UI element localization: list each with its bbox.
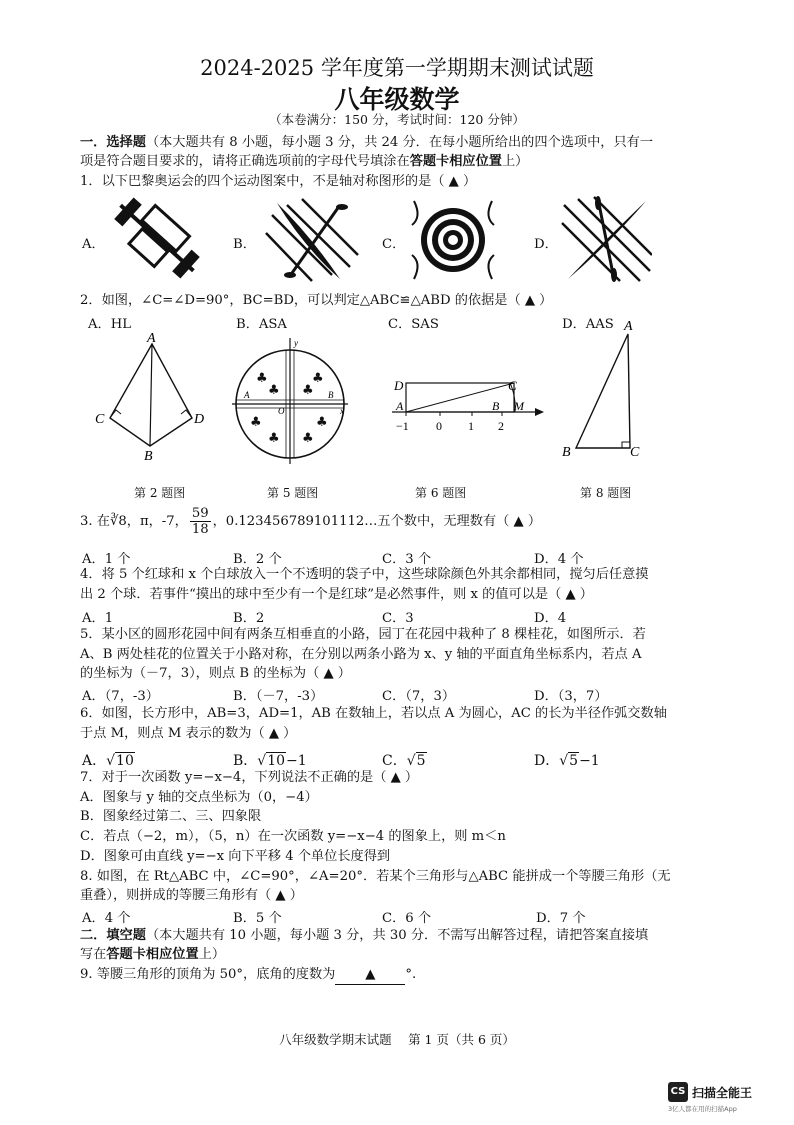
q6-option-c — [382, 750, 427, 770]
sqrt-icon: √ — [257, 753, 267, 769]
exam-subject: 八年级数学 — [334, 85, 460, 114]
q2-option-b: B．ASA — [236, 317, 287, 332]
figure-8-caption: 第 8 题图 — [580, 486, 632, 500]
q3-option-b: B．2 个 — [233, 552, 282, 567]
q1-stem: 1．以下巴黎奥运会的四个运动图案中，不是轴对称图形的是（ ▲ ） — [80, 174, 477, 189]
q2-option-c: C．SAS — [388, 317, 439, 332]
fig6-tick-neg1: −1 — [396, 419, 409, 433]
section2-heading: 二．填空题 — [80, 928, 146, 943]
fig8-label-c: C — [630, 445, 640, 460]
section1-desc1: （本大题共有 8 小题，每小题 3 分，共 24 分．在每小题所给出的四个选项中，只有一 — [145, 135, 654, 150]
figure-2-kite — [88, 330, 218, 465]
q8-option-b: B．5 个 — [233, 911, 282, 926]
q5-line1: 5．某小区的圆形花园中间有两条互相垂直的小路，园丁在花园中栽种了 8 棵桂花，如图所示．若 — [80, 627, 646, 642]
fig6-label-b: B — [492, 399, 500, 413]
q6-b-post: −1 — [286, 753, 307, 769]
q1-label-a: A． — [82, 237, 105, 252]
q8-line1: 8. 如图，在 Rt△ABC 中，∠C=90°，∠A=20°．若某个三角形与△ABC 能拼成一个等腰三角形（无 — [80, 869, 671, 884]
q8-option-d: D．7 个 — [536, 911, 586, 926]
sqrt-icon: √ — [559, 753, 569, 769]
fig6-tick-2: 2 — [498, 419, 504, 433]
section2-intro-2 — [80, 946, 225, 964]
section1-desc2a: 项是符合题目要求的，请将正确选项前的字母代号填涂在 — [80, 154, 410, 169]
q4-option-d: D．4 — [534, 611, 567, 626]
q6-a-label: A． — [82, 753, 107, 769]
fig2-label-b: B — [144, 449, 153, 464]
q9-post: °. — [405, 967, 417, 982]
q4-line2: 出 2 个球．若事件“摸出的球中至少有一个是红球”是必然事件，则 x 的值可以是（ ▲ ） — [80, 587, 593, 602]
fig6-label-c: C — [508, 378, 517, 393]
q6-line1: 6．如图，长方形中，AB=3，AD=1，AB 在数轴上，若以点 A 为圆心，AC 的长为半径作弧交数轴 — [80, 706, 667, 721]
q7-option-d: D．图象可由直线 y=−x 向下平移 4 个单位长度得到 — [80, 849, 391, 864]
section2-intro — [80, 927, 648, 945]
q9-pre: 9. 等腰三角形的顶角为 50°，底角的度数为 — [80, 967, 336, 982]
svg-text:♣: ♣ — [302, 383, 314, 398]
q3-cube-root: ∛8 — [109, 514, 127, 529]
figure-8-triangle — [558, 318, 648, 463]
q6-c-radicand: 5 — [416, 753, 426, 769]
section1-intro — [80, 134, 653, 152]
q3-option-d: D．4 个 — [534, 552, 584, 567]
svg-text:♣: ♣ — [268, 383, 280, 398]
brand-name: 扫描全能王 — [692, 1086, 753, 1100]
svg-text:♣: ♣ — [302, 431, 314, 446]
fig5-label-x: x — [340, 406, 344, 416]
section1-intro-2 — [80, 153, 528, 171]
q5-option-b: B．（－7，-3） — [233, 689, 324, 704]
q3-stem — [80, 506, 541, 537]
q6-line2: 于点 M，则点 M 表示的数为（ ▲ ） — [80, 726, 297, 741]
svg-text:♣: ♣ — [312, 371, 324, 386]
q6-a-radicand: 10 — [116, 753, 134, 769]
q6-d-post: −1 — [579, 753, 600, 769]
section2-desc2b: 答题卡相应位置 — [106, 947, 199, 962]
q6-option-a — [82, 750, 135, 770]
figure-5-garden — [228, 332, 352, 464]
fig5-label-a: A — [244, 390, 250, 400]
section1-desc2c: 上） — [502, 154, 529, 169]
q3-numerator: 59 — [191, 506, 209, 521]
exam-note: （本卷满分：150 分，考试时间：120 分钟） — [269, 112, 525, 127]
figure-5-caption: 第 5 题图 — [267, 486, 319, 500]
q5-option-c: C．（7，3） — [382, 689, 456, 704]
fig6-tick-1: 1 — [468, 419, 474, 433]
fig6-label-d: D — [394, 378, 404, 393]
canoe-pictogram — [560, 195, 652, 283]
fig8-label-b: B — [562, 445, 571, 460]
q3-fraction — [190, 506, 211, 537]
q5-option-a: A．（7，-3） — [82, 689, 159, 704]
q1-label-c: C． — [382, 237, 406, 252]
fig6-tick-0: 0 — [436, 419, 442, 433]
section2-desc2a: 写在 — [80, 947, 107, 962]
q7-option-c: C．若点（−2，m），（5，n）在一次函数 y=−x−4 的图象上，则 m＜n — [80, 829, 506, 844]
q1-label-b: B． — [233, 237, 256, 252]
q8-option-c: C．6 个 — [382, 911, 432, 926]
q3-option-a: A．1 个 — [82, 552, 131, 567]
section2-desc2c: 上） — [198, 947, 226, 962]
fig6-label-a: A — [396, 399, 404, 413]
fig6-label-m: M — [514, 399, 524, 413]
figure-6-caption: 第 6 题图 — [415, 486, 467, 500]
brand-tagline: 3亿人都在用的扫描App — [668, 1105, 737, 1113]
q7-stem: 7．对于一次函数 y=−x−4，下列说法不正确的是（ ▲ ） — [80, 770, 419, 785]
fig5-label-y: y — [294, 338, 298, 348]
q8-line2: 重叠），则拼成的等腰三角形有（ ▲ ） — [80, 888, 303, 903]
svg-text:♣: ♣ — [250, 415, 262, 430]
fig2-label-d: D — [194, 412, 205, 427]
q2-stem: 2．如图，∠C=∠D=90°，BC=BD，可以判定△ABC≌△ABD 的依据是（ ▲ ） — [80, 293, 553, 308]
q6-b-label: B． — [233, 753, 258, 769]
q3-mid: ，π，-7， — [126, 514, 188, 529]
section1-heading: 一．选择题 — [80, 135, 146, 150]
svg-text:♣: ♣ — [256, 371, 268, 386]
svg-text:♣: ♣ — [316, 415, 328, 430]
fig8-label-a: A — [624, 319, 633, 334]
q9-stem — [80, 966, 416, 985]
q6-d-label: D． — [534, 753, 560, 769]
q4-option-b: B．2 — [233, 611, 265, 626]
q6-d-radicand: 5 — [569, 753, 579, 769]
fig2-label-c: C — [95, 412, 105, 427]
q5-line2: A、B 两处桂花的位置关于小路对称，在分别以两条小路为 x、y 轴的平面直角坐标系内，若点 A — [80, 647, 642, 662]
exam-title: 2024-2025 学年度第一学期期末测试试题 — [200, 56, 594, 80]
camscanner-logo-icon: CS — [668, 1082, 688, 1102]
q5-line3: 的坐标为（－7，3），则点 B 的坐标为（ ▲ ） — [80, 666, 351, 681]
section2-desc1: （本大题共有 10 小题，每小题 3 分，共 30 分．不需写出解答过程，请把答案直接填 — [145, 928, 649, 943]
q3-post: ，0.123456789101112…五个数中，无理数有（ ▲ ） — [212, 514, 542, 529]
q2-option-a: A．HL — [88, 317, 131, 332]
q3-denominator: 18 — [191, 522, 209, 537]
fig5-label-o: O — [278, 406, 285, 416]
sqrt-icon: √ — [106, 753, 116, 769]
svg-text:♣: ♣ — [268, 431, 280, 446]
archery-target-pictogram — [408, 195, 498, 285]
q7-option-b: B．图象经过第二、三、四象限 — [80, 809, 262, 824]
q4-line1: 4．将 5 个红球和 x 个白球放入一个不透明的袋子中，这些球除颜色外其余都相同，搅匀后任意摸 — [80, 567, 649, 582]
section1-desc2b: 答题卡相应位置 — [409, 154, 502, 169]
q6-c-label: C． — [382, 753, 407, 769]
weightlifting-pictogram — [108, 195, 206, 281]
q3-pre: 3. 在 — [80, 514, 110, 529]
figure-2-caption: 第 2 题图 — [134, 486, 186, 500]
q4-option-c: C．3 — [382, 611, 414, 626]
page-footer: 八年级数学期末试题 第 1 页（共 6 页） — [279, 1032, 515, 1047]
rowing-pictogram — [262, 195, 360, 283]
q6-option-b — [233, 750, 307, 770]
figure-6-numberline — [388, 370, 548, 436]
q7-option-a: A．图象与 y 轴的交点坐标为（0，−4） — [80, 790, 318, 805]
fig2-label-a: A — [147, 331, 156, 346]
q4-option-a: A．1 — [82, 611, 114, 626]
q2-option-d: D．AAS — [562, 317, 614, 332]
scanner-watermark — [664, 1082, 784, 1114]
q6-b-radicand: 10 — [267, 753, 286, 769]
q6-option-d — [534, 750, 600, 770]
q8-option-a: A．4 个 — [82, 911, 131, 926]
q5-option-d: D．（3，7） — [534, 689, 608, 704]
q3-option-c: C．3 个 — [382, 552, 432, 567]
q9-answer-blank: ▲ — [335, 966, 405, 985]
q1-label-d: D． — [534, 237, 558, 252]
fig5-label-b: B — [328, 390, 334, 400]
sqrt-icon: √ — [406, 753, 416, 769]
